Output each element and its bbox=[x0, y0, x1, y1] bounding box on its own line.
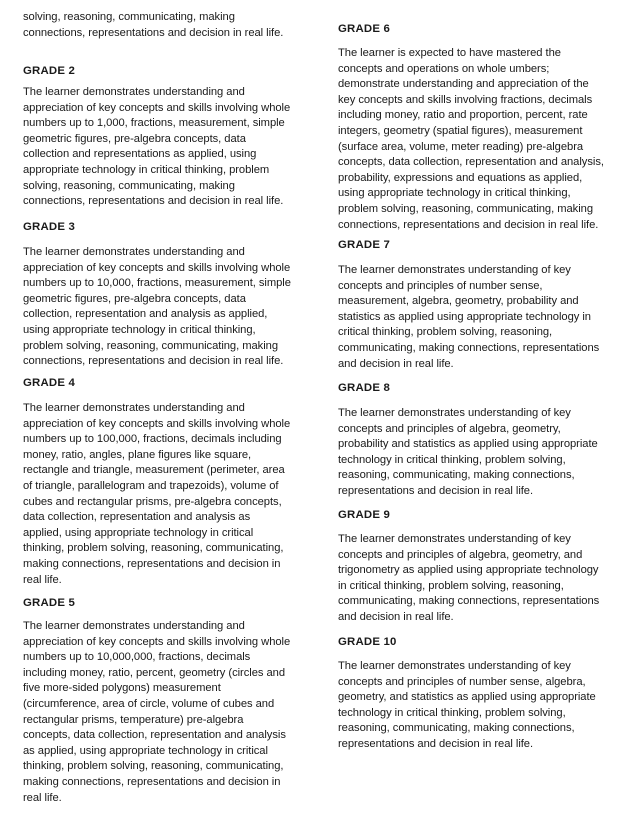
paragraph-line: (circumference, area of circle, volume of cubes and bbox=[23, 697, 275, 710]
paragraph-line: concepts and principles of number sense, algebra, bbox=[338, 675, 586, 688]
paragraph-line: solving, reasoning, communicating, making bbox=[23, 11, 235, 23]
paragraph-line: The learner is expected to have mastered the bbox=[338, 47, 561, 59]
grade-4-paragraph bbox=[23, 401, 323, 588]
paragraph-line: five more-sided polygons) measurement bbox=[23, 682, 221, 695]
grade-8-section bbox=[338, 381, 638, 396]
paragraph-line: communicating, making connections, representations bbox=[338, 341, 600, 354]
paragraph-line: key concepts and skills involving fractions, decimals bbox=[338, 93, 593, 106]
paragraph-line: appreciation of key concepts and skills involving whole bbox=[23, 101, 291, 114]
paragraph-line: money, ratio, angles, plane figures like square, bbox=[23, 448, 252, 461]
paragraph-line: technology in critical thinking, problem solving, bbox=[338, 453, 566, 466]
paragraph-line: problem solving, reasoning, communicating, making bbox=[338, 202, 593, 215]
grade-heading: GRADE 2 bbox=[23, 65, 76, 77]
paragraph-line: The learner demonstrates understanding and bbox=[23, 246, 245, 258]
paragraph-line: probability and statistics as applied using appropriate bbox=[338, 438, 598, 451]
paragraph-line: rectangle and triangle, measurement (perimeter, area bbox=[23, 464, 285, 477]
grade-10-section bbox=[338, 635, 638, 650]
paragraph-line: as applied, using appropriate technology in critical bbox=[23, 744, 268, 757]
grade-5-paragraph bbox=[23, 619, 323, 806]
paragraph-line: problem solving, reasoning, communicating, making bbox=[23, 339, 278, 352]
paragraph-line: geometric figures, pre-algebra concepts, data bbox=[23, 132, 246, 145]
paragraph-line: connections, representations and decision in real life. bbox=[338, 218, 599, 231]
paragraph-line: statistics as applied using appropriate technology in bbox=[338, 310, 591, 323]
paragraph-line: concepts and principles of algebra, geometry, and bbox=[338, 548, 583, 561]
paragraph-line: representations and decision in real life. bbox=[338, 484, 534, 497]
paragraph-line: The learner demonstrates understanding of key bbox=[338, 533, 571, 545]
paragraph-line: data collection, representation and analysis as bbox=[23, 511, 251, 524]
paragraph-line: reasoning, communicating, making connections, bbox=[338, 722, 575, 735]
grade-heading: GRADE 10 bbox=[338, 636, 397, 648]
grade-heading: GRADE 8 bbox=[338, 382, 391, 394]
grade-3-paragraph bbox=[23, 245, 323, 370]
paragraph-line: The learner demonstrates understanding and bbox=[23, 402, 245, 414]
grade-5-section bbox=[23, 596, 323, 611]
paragraph-line: making connections, representations and decision in bbox=[23, 775, 281, 788]
grade-heading: GRADE 6 bbox=[338, 23, 391, 35]
paragraph-line: appreciation of key concepts and skills involving whole bbox=[23, 635, 291, 648]
grade-9-paragraph bbox=[338, 532, 638, 626]
paragraph-line: reasoning, communicating, making connections, bbox=[338, 469, 575, 482]
paragraph-line: concepts and operations on whole umbers; bbox=[338, 62, 550, 75]
paragraph-line: appreciation of key concepts and skills involving whole bbox=[23, 417, 291, 430]
paragraph-line: thinking, problem solving, reasoning, communicating, bbox=[23, 542, 284, 555]
paragraph-line: communicating, making connections, representations bbox=[338, 595, 600, 608]
paragraph-line: measurement, algebra, geometry, probability and bbox=[338, 295, 579, 308]
paragraph-line: connections, representations and decision in real life. bbox=[23, 355, 284, 368]
paragraph-line: The learner demonstrates understanding of key bbox=[338, 660, 571, 672]
paragraph-line: geometry, and statistics as applied using appropriate bbox=[338, 691, 596, 704]
paragraph-line: technology in critical thinking, problem solving, bbox=[338, 706, 566, 719]
paragraph-line: numbers up to 100,000, fractions, decimals including bbox=[23, 433, 282, 446]
grade-9-section bbox=[338, 508, 638, 523]
grade-6-paragraph bbox=[338, 46, 638, 233]
grade-7-paragraph bbox=[338, 263, 638, 372]
paragraph-line: applied, using appropriate technology in critical bbox=[23, 526, 254, 539]
grade-2-paragraph bbox=[23, 85, 323, 210]
grade-3-section bbox=[23, 220, 323, 235]
paragraph-line: collection and representations as applied, using bbox=[23, 148, 257, 161]
grade-8-paragraph bbox=[338, 406, 638, 500]
paragraph-line: using appropriate technology in critical thinking, bbox=[338, 187, 571, 200]
paragraph-line: including money, ratio and proportion, percent, rate bbox=[338, 109, 588, 122]
paragraph-line: connections, representations and decision in real life. bbox=[23, 195, 284, 208]
paragraph-line: critical thinking, problem solving, reasoning, bbox=[338, 326, 553, 339]
paragraph-line: in critical thinking, problem solving, reasoning, bbox=[338, 579, 564, 592]
paragraph-line: real life. bbox=[23, 791, 62, 804]
paragraph-line: probability, expressions and equations as applied, bbox=[338, 171, 583, 184]
intro-paragraph bbox=[23, 10, 323, 41]
grade-heading: GRADE 4 bbox=[23, 377, 76, 389]
paragraph-line: The learner demonstrates understanding and bbox=[23, 620, 245, 632]
paragraph-line: (surface area, volume, meter reading) pre-algebra bbox=[338, 140, 584, 153]
paragraph-line: concepts and principles of algebra, geometry, bbox=[338, 422, 561, 435]
paragraph-line: The learner demonstrates understanding of key bbox=[338, 407, 571, 419]
paragraph-line: concepts and principles of number sense, bbox=[338, 279, 543, 292]
paragraph-line: of triangle, parallelogram and trapezoids), volume of bbox=[23, 479, 279, 492]
paragraph-line: appreciation of key concepts and skills involving whole bbox=[23, 261, 291, 274]
paragraph-line: concepts, data collection, representation and analysis, bbox=[338, 156, 604, 169]
paragraph-line: demonstrate understanding and appreciation of the bbox=[338, 78, 589, 91]
grade-2-section bbox=[23, 64, 323, 79]
paragraph-line: numbers up to 1,000, fractions, measurement, simple bbox=[23, 117, 285, 130]
paragraph-line: and decision in real life. bbox=[338, 357, 454, 370]
paragraph-line: and decision in real life. bbox=[338, 610, 454, 623]
paragraph-line: including money, ratio, percent, geometry (circles and bbox=[23, 666, 285, 679]
paragraph-line: concepts, data collection, representation and analysis bbox=[23, 729, 286, 742]
paragraph-line: appropriate technology in critical thinking, problem bbox=[23, 163, 270, 176]
paragraph-line: geometric figures, pre-algebra concepts, data bbox=[23, 292, 246, 305]
paragraph-line: thinking, problem solving, reasoning, communicating, bbox=[23, 760, 284, 773]
grade-7-section bbox=[338, 238, 638, 253]
grade-6-section bbox=[338, 22, 638, 37]
paragraph-line: representations and decision in real life. bbox=[338, 737, 534, 750]
grade-heading: GRADE 7 bbox=[338, 239, 391, 251]
grade-4-section bbox=[23, 376, 323, 391]
grade-heading: GRADE 3 bbox=[23, 221, 76, 233]
paragraph-line: rectangular prisms, temperature) pre-algebra bbox=[23, 713, 244, 726]
paragraph-line: cubes and rectangular prisms, pre-algebra concepts, bbox=[23, 495, 282, 508]
paragraph-line: trigonometry as applied using appropriate technology bbox=[338, 564, 599, 577]
paragraph-line: The learner demonstrates understanding and bbox=[23, 86, 245, 98]
paragraph-line: numbers up to 10,000, fractions, measurement, simple bbox=[23, 277, 291, 290]
paragraph-line: numbers up to 10,000,000, fractions, decimals bbox=[23, 651, 251, 664]
paragraph-line: integers, geometry (spatial figures), measurement bbox=[338, 124, 583, 137]
grade-heading: GRADE 9 bbox=[338, 509, 391, 521]
paragraph-line: solving, reasoning, communicating, making bbox=[23, 179, 235, 192]
grade-heading: GRADE 5 bbox=[23, 597, 76, 609]
paragraph-line: real life. bbox=[23, 573, 62, 586]
paragraph-line: making connections, representations and decision in bbox=[23, 557, 281, 570]
paragraph-line: connections, representations and decision in real life. bbox=[23, 26, 284, 39]
paragraph-line: using appropriate technology in critical thinking, bbox=[23, 323, 256, 336]
paragraph-line: collection, representation and analysis as applied, bbox=[23, 308, 268, 321]
grade-10-paragraph bbox=[338, 659, 638, 753]
paragraph-line: The learner demonstrates understanding of key bbox=[338, 264, 571, 276]
